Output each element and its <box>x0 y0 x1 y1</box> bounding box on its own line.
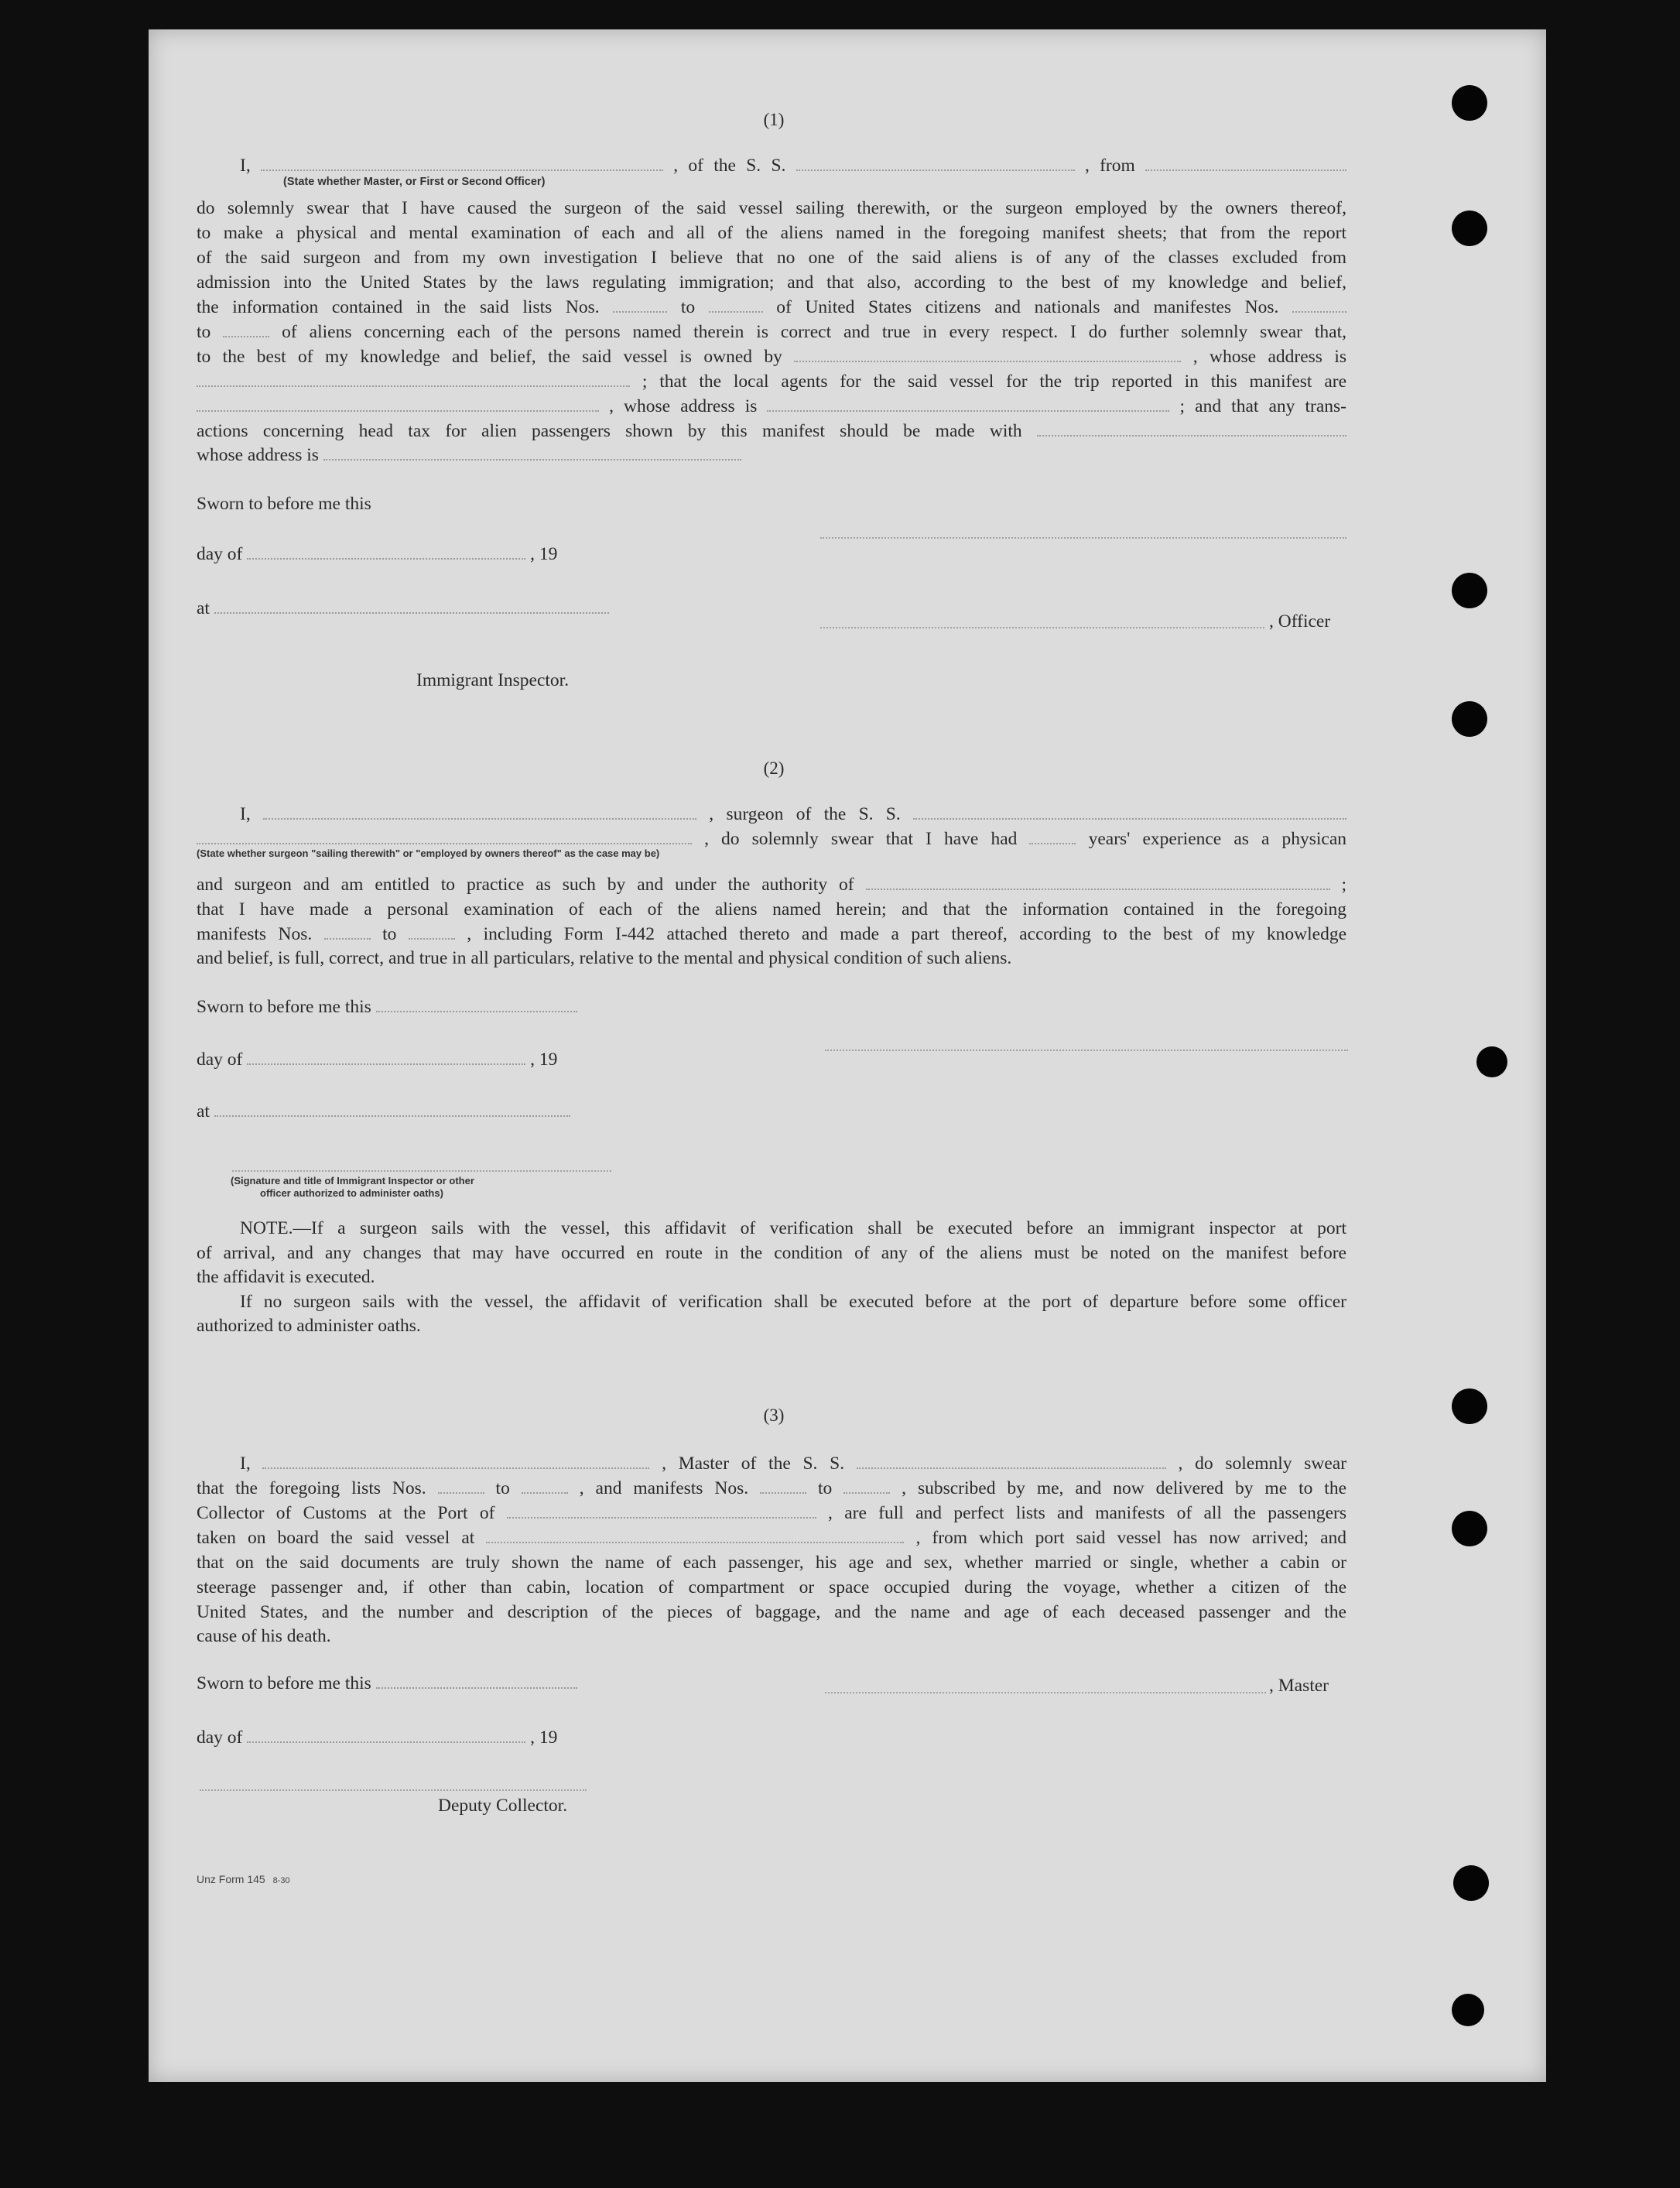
text: , including Form I-442 attached thereto and made a part thereof, according to the best of my knowledge <box>467 924 1347 944</box>
text: , 19 <box>530 544 558 564</box>
head-tax-address-line <box>197 443 1346 467</box>
place-blank[interactable] <box>214 1101 570 1117</box>
manifest-to-blank[interactable] <box>843 1478 890 1494</box>
date-line <box>197 1047 1346 1072</box>
officer-signature-line[interactable] <box>820 627 1264 628</box>
manifest-from-blank[interactable] <box>1292 297 1346 313</box>
text: years' experience as a physican <box>1088 829 1347 849</box>
list-to-blank[interactable] <box>709 297 763 313</box>
text: at <box>197 1101 210 1121</box>
sworn-line <box>197 995 1346 1019</box>
list-from-blank[interactable] <box>613 297 667 313</box>
sworn-blank[interactable] <box>376 997 577 1012</box>
text: , are full and perfect lists and manifests of all the passengers <box>828 1503 1347 1523</box>
text: Sworn to before me this <box>197 1673 371 1693</box>
surgeon-line <box>240 802 1346 827</box>
aliens-line <box>197 320 1346 344</box>
authority-blank[interactable] <box>866 875 1330 890</box>
text: day of <box>197 1727 243 1748</box>
lists-line <box>197 1476 1346 1501</box>
punch-hole <box>1452 211 1487 246</box>
text: , 19 <box>530 1727 558 1748</box>
text: I, <box>240 1454 251 1474</box>
agents-address-line <box>197 394 1346 419</box>
text: , subscribed by me, and now delivered by me to the <box>902 1478 1346 1498</box>
text: that the foregoing lists Nos. <box>197 1478 426 1498</box>
text: at <box>197 598 210 618</box>
surgeon-note: (State whether surgeon "sailing therewith" or "employed by owners thereof" as the case may be) <box>197 847 660 859</box>
signature-note: (Signature and title of Immigrant Inspector or other <box>231 1175 474 1186</box>
manifests-line <box>197 922 1346 947</box>
text: of United States citizens and nationals and manifestes Nos. <box>776 297 1279 317</box>
officer-note: (State whether Master, or First or Second Officer) <box>283 176 546 188</box>
text: to <box>680 297 696 317</box>
head-tax-line <box>197 419 1346 443</box>
punch-hole <box>1452 1511 1487 1546</box>
head-tax-blank[interactable] <box>1037 421 1346 437</box>
day-blank[interactable] <box>247 1049 525 1065</box>
body-line: United States, and the number and description of the pieces of baggage, and the name and age of each deceased passenger and the <box>197 1602 1346 1622</box>
punch-hole <box>1452 85 1487 121</box>
vessel-name-blank[interactable] <box>857 1454 1166 1469</box>
body-line: of the said surgeon and from my own investigation I believe that no one of the said aliens is of any of the classes excluded from <box>197 248 1346 268</box>
text: , do solemnly swear <box>1178 1454 1347 1474</box>
text: , whose address is <box>1192 347 1346 367</box>
surgeon-name-blank[interactable] <box>263 804 696 820</box>
master-line <box>240 1451 1346 1476</box>
deputy-label: Deputy Collector. <box>438 1796 568 1816</box>
form-footer <box>197 1873 290 1885</box>
departure-port-blank[interactable] <box>1145 156 1346 171</box>
body-line: to make a physical and mental examination of each and all of the aliens named in the foregoing manifest sheets; that from the report <box>197 223 1346 243</box>
day-blank[interactable] <box>247 1727 525 1743</box>
text: I, <box>240 804 251 824</box>
owner-address-blank[interactable] <box>197 372 630 387</box>
collector-signature-line[interactable] <box>200 1789 587 1791</box>
list-to-blank[interactable] <box>522 1478 568 1494</box>
text: of aliens concerning each of the persons named therein is correct and true in every respect. I do further solemnly swear that, <box>282 322 1347 342</box>
officer-line <box>240 153 1346 178</box>
authority-line <box>197 872 1346 897</box>
text: and surgeon and am entitled to practice as such by and under the authority of <box>197 875 854 895</box>
place-line <box>197 1099 1346 1124</box>
manifest-from-blank[interactable] <box>324 924 371 940</box>
text: , surgeon of the S. S. <box>709 804 901 824</box>
inspector-signature-line[interactable] <box>232 1170 611 1172</box>
text: to <box>382 924 397 944</box>
form-id: Unz Form 145 <box>197 1873 265 1885</box>
agents-line <box>197 369 1346 394</box>
body-line: do solemnly swear that I have caused the surgeon of the said vessel sailing therewith, or the surgeon employed by the owners thereof, <box>197 198 1346 218</box>
manifest-to-blank[interactable] <box>223 322 269 337</box>
body-line: that I have made a personal examination of each of the aliens named herein; and that the information contained in the foregoing <box>197 899 1346 919</box>
section-3-heading: (3) <box>763 1406 785 1425</box>
text: to <box>495 1478 510 1498</box>
place-line <box>197 596 1346 621</box>
form-date: 8-30 <box>272 1876 290 1885</box>
text: manifests Nos. <box>197 924 313 944</box>
note-line: If no surgeon sails with the vessel, the affidavit of verification shall be executed before at the port of departure before some officer <box>240 1292 1346 1312</box>
boarding-line <box>197 1525 1346 1550</box>
note-line: authorized to administer oaths. <box>197 1316 421 1336</box>
text: taken on board the said vessel at <box>197 1528 475 1548</box>
master-label: , Master <box>1269 1676 1329 1696</box>
note-line: of arrival, and any changes that may have occurred en route in the condition of any of the aliens must be noted on the manifest before <box>197 1243 1346 1263</box>
section-1-heading: (1) <box>763 110 785 129</box>
note-line: the affidavit is executed. <box>197 1267 375 1287</box>
body-line: and belief, is full, correct, and true in all particulars, relative to the mental and physical condition of such aliens. <box>197 948 1012 968</box>
officer-name-blank[interactable] <box>261 156 663 171</box>
text: , 19 <box>530 1049 558 1070</box>
note-line: NOTE.—If a surgeon sails with the vessel, this affidavit of verification shall be executed before an immigrant inspector at port <box>240 1218 1346 1238</box>
signature-note: officer authorized to administer oaths) <box>260 1187 443 1199</box>
master-name-blank[interactable] <box>262 1454 649 1469</box>
head-tax-address-blank[interactable] <box>323 445 741 461</box>
body-line: cause of his death. <box>197 1626 331 1646</box>
surgeon-type-blank[interactable] <box>197 829 692 844</box>
date-line <box>197 542 1346 567</box>
text: , Master of the S. S. <box>662 1454 845 1474</box>
text: , from which port said vessel has now arrived; and <box>915 1528 1346 1548</box>
manifest-from-blank[interactable] <box>760 1478 806 1494</box>
punch-hole <box>1453 1865 1489 1901</box>
text: Sworn to before me this <box>197 494 371 514</box>
text: Sworn to before me this <box>197 997 371 1017</box>
text: actions concerning head tax for alien passengers shown by this manifest should be made with <box>197 421 1022 441</box>
agents-blank[interactable] <box>197 396 599 412</box>
text: ; <box>1341 875 1347 895</box>
text: ; that the local agents for the said vessel for the trip reported in this manifest are <box>642 372 1347 392</box>
list-from-blank[interactable] <box>438 1478 484 1494</box>
body-line: that on the said documents are truly shown the name of each passenger, his age and sex, whether married or single, whether a cabin or <box>197 1553 1346 1573</box>
date-line <box>197 1725 1346 1750</box>
text: , do solemnly swear that I have had <box>704 829 1018 849</box>
vessel-name-blank[interactable] <box>796 156 1075 171</box>
manifest-to-blank[interactable] <box>409 924 455 940</box>
text: to <box>818 1478 833 1498</box>
sworn-line <box>197 491 1346 516</box>
text: whose address is <box>197 445 319 465</box>
port-blank[interactable] <box>507 1503 816 1519</box>
punch-hole <box>1476 1046 1507 1077</box>
inspector-label: Immigrant Inspector. <box>416 670 570 690</box>
text: , whose address is <box>609 396 758 416</box>
punch-hole <box>1452 573 1487 608</box>
text: day of <box>197 1049 243 1070</box>
master-signature-line[interactable] <box>825 1692 1266 1693</box>
collector-line <box>197 1501 1346 1525</box>
text: to the best of my knowledge and belief, the said vessel is owned by <box>197 347 782 367</box>
text: Collector of Customs at the Port of <box>197 1503 495 1523</box>
officer-label: , Officer <box>1269 611 1331 632</box>
owner-blank[interactable] <box>794 347 1181 362</box>
punch-hole <box>1452 1994 1484 2026</box>
punch-hole <box>1452 1388 1487 1424</box>
sworn-blank[interactable] <box>376 1673 577 1689</box>
punch-hole <box>1452 701 1487 737</box>
text: the information contained in the said lists Nos. <box>197 297 600 317</box>
vessel-name-blank[interactable] <box>913 804 1346 820</box>
signature-line[interactable] <box>820 537 1346 539</box>
body-line: admission into the United States by the laws regulating immigration; and that also, according to the best of my knowledge and belief, <box>197 272 1346 293</box>
text: , and manifests Nos. <box>579 1478 749 1498</box>
text: I, <box>240 156 251 176</box>
text: ; and that any trans- <box>1179 396 1346 416</box>
lists-line <box>197 295 1346 320</box>
section-2-heading: (2) <box>763 758 785 778</box>
text: day of <box>197 544 243 564</box>
owner-line <box>197 344 1346 369</box>
text: to <box>197 322 211 342</box>
place-blank[interactable] <box>214 598 609 614</box>
day-blank[interactable] <box>247 544 525 560</box>
boarding-port-blank[interactable] <box>486 1528 904 1543</box>
text: , from <box>1084 156 1135 176</box>
agents-address-blank[interactable] <box>767 396 1169 412</box>
years-blank[interactable] <box>1029 829 1076 844</box>
text: , of the S. S. <box>673 156 786 176</box>
body-line: steerage passenger and, if other than cabin, location of compartment or space occupied during the voyage, whether a citizen of the <box>197 1577 1346 1597</box>
